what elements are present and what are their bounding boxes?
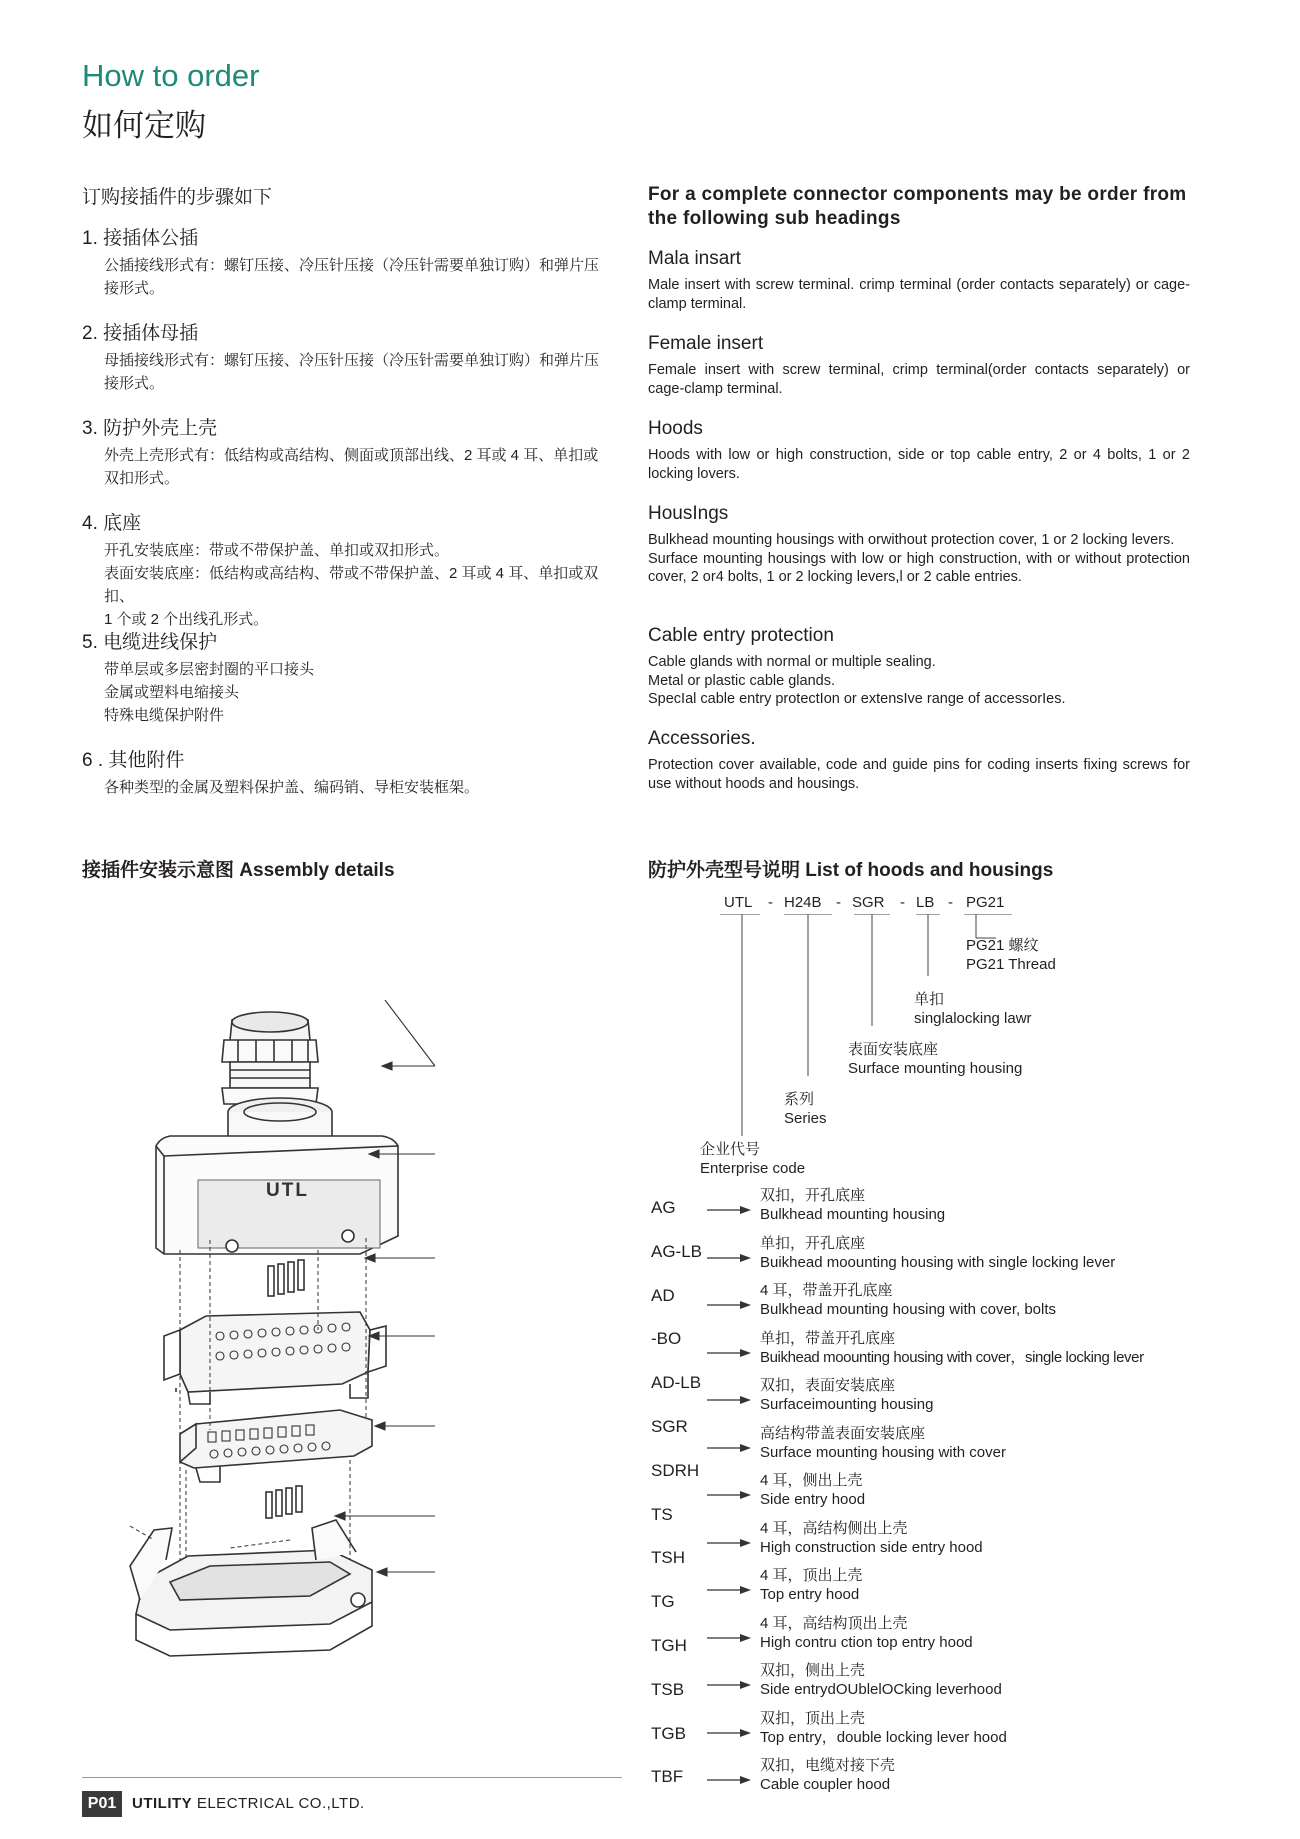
type-code: TGB bbox=[651, 1723, 686, 1743]
type-desc-cn: 4 耳，高结构顶出上壳 bbox=[760, 1614, 908, 1632]
section-male-insert bbox=[648, 248, 1190, 313]
type-desc-cn: 4 耳，高结构侧出上壳 bbox=[760, 1519, 908, 1537]
type-description bbox=[760, 1566, 863, 1604]
step-line: 开孔安装底座：带或不带保护盖、单扣或双扣形式。 bbox=[104, 542, 450, 559]
step-4 bbox=[82, 508, 627, 631]
label-en: Enterprise code bbox=[700, 1160, 806, 1177]
section-title: Accessories. bbox=[648, 728, 756, 749]
type-description bbox=[760, 1281, 1056, 1319]
step-title: 3. 防护外壳上壳 bbox=[82, 418, 218, 439]
type-desc-en: Bulkhead mounting housing with cover, bolts bbox=[760, 1301, 1057, 1318]
type-code: SDRH bbox=[651, 1460, 700, 1480]
type-desc-en: Bulkhead mounting housing bbox=[760, 1206, 946, 1223]
contacts bbox=[268, 1260, 304, 1296]
arrow-right-icon bbox=[707, 1728, 751, 1738]
type-desc-en: Surfaceimounting housing bbox=[760, 1396, 934, 1413]
arrow-right-icon bbox=[707, 1300, 751, 1310]
arrow-right-icon bbox=[707, 1395, 751, 1405]
arrow-right-icon bbox=[707, 1205, 751, 1215]
code-part-sgr: SGR bbox=[852, 894, 885, 911]
male-insert bbox=[164, 1312, 386, 1404]
code-sep: - bbox=[948, 894, 953, 911]
step-line: 金属或塑料电缩接头 bbox=[104, 684, 240, 701]
arrow-right-icon bbox=[707, 1348, 751, 1358]
section-title: Female insert bbox=[648, 333, 764, 354]
step-1 bbox=[82, 223, 627, 300]
hood bbox=[156, 1098, 398, 1254]
code-part-lb: LB bbox=[916, 894, 935, 911]
step-line: 各种类型的金属及塑料保护盖、编码销、导柜安装框架。 bbox=[104, 779, 480, 796]
section-desc: Protection cover available, code and guide pins for coding inserts fixing screws for use without hoods and housings. bbox=[648, 757, 1190, 792]
company-name-bold: UTILITY bbox=[132, 1795, 193, 1812]
label-cn: 单扣 bbox=[914, 991, 945, 1008]
type-desc-cn: 双扣，电缆对接下壳 bbox=[760, 1757, 896, 1774]
type-description bbox=[760, 1186, 945, 1224]
type-desc-en: Side entrydOUblelOCking leverhood bbox=[760, 1681, 1002, 1698]
hoods-heading: 防护外壳型号说明 List of hoods and housings bbox=[648, 860, 1054, 881]
section-line: Cable glands with normal or multiple sealing. bbox=[648, 654, 936, 670]
label-pg21 bbox=[966, 936, 1056, 974]
label-cn: 企业代号 bbox=[700, 1141, 761, 1158]
female-insert bbox=[180, 1410, 372, 1482]
type-desc-cn: 4 耳，带盖开孔底座 bbox=[760, 1282, 893, 1299]
step-title: 5. 电缆进线保护 bbox=[82, 632, 218, 653]
label-en: PG21 Thread bbox=[966, 956, 1056, 973]
assembly-heading: 接插件安装示意图 Assembly details bbox=[82, 860, 395, 881]
step-line: 双扣形式。 bbox=[104, 470, 180, 487]
code-part-h24b: H24B bbox=[784, 894, 822, 911]
step-5 bbox=[82, 627, 627, 727]
steps-intro: 订购接插件的步骤如下 bbox=[82, 187, 273, 208]
type-code: AD-LB bbox=[651, 1373, 702, 1393]
type-description bbox=[760, 1709, 1007, 1747]
label-cn: 系列 bbox=[784, 1091, 815, 1108]
step-6 bbox=[82, 745, 627, 799]
section-cable-entry bbox=[648, 625, 1190, 709]
type-desc-en: High construction side entry hood bbox=[760, 1538, 983, 1556]
arrow-right-icon bbox=[707, 1253, 751, 1263]
section-housings bbox=[648, 503, 1190, 587]
type-desc-en: Surface mounting housing with cover bbox=[760, 1443, 1006, 1461]
arrow-right-icon bbox=[707, 1538, 751, 1548]
company-name-rest: ELECTRICAL CO.,LTD. bbox=[192, 1795, 365, 1812]
arrow-right-icon bbox=[707, 1443, 751, 1453]
step-title: 1. 接插体公插 bbox=[82, 228, 199, 249]
type-code: TG bbox=[651, 1592, 675, 1612]
step-line: 外壳上壳形式有：低结构或高结构、侧面或顶部出线、2 耳或 4 耳、单扣或 bbox=[104, 447, 599, 464]
step-desc bbox=[104, 776, 627, 799]
step-line: 接形式。 bbox=[104, 280, 165, 297]
type-description bbox=[760, 1661, 1002, 1699]
type-desc-en: Side entry hood bbox=[760, 1491, 866, 1508]
type-code: AD bbox=[651, 1285, 675, 1305]
section-line: Metal or plastic cable glands. bbox=[648, 672, 835, 689]
type-code: TS bbox=[651, 1504, 673, 1524]
assembly-illustration bbox=[110, 1000, 450, 1660]
step-line: 带单层或多层密封圈的平口接头 bbox=[104, 661, 315, 678]
step-line: 特殊电缆保护附件 bbox=[104, 707, 225, 724]
type-code: -BO bbox=[651, 1329, 682, 1349]
label-cn: PG21 螺纹 bbox=[966, 937, 1039, 954]
type-description bbox=[760, 1614, 973, 1652]
type-desc-cn: 4 耳，侧出上壳 bbox=[760, 1472, 863, 1489]
arrow-right-icon bbox=[707, 1585, 751, 1595]
type-description bbox=[760, 1329, 1144, 1367]
type-description bbox=[760, 1424, 1006, 1462]
label-en: Surface mounting housing bbox=[848, 1060, 1023, 1077]
section-title: Hoods bbox=[648, 418, 703, 439]
label-utl bbox=[700, 1140, 805, 1178]
type-description bbox=[760, 1471, 865, 1509]
type-desc-cn: 单扣，带盖开孔底座 bbox=[760, 1329, 896, 1347]
type-desc-cn: 单扣，开孔底座 bbox=[760, 1234, 866, 1252]
english-heading: For a complete connector components may be order from the following sub headings bbox=[648, 184, 1187, 229]
arrow-right-icon bbox=[707, 1775, 751, 1785]
step-title: 4. 底座 bbox=[82, 513, 142, 534]
section-line: Bulkhead mounting housings with orwithout protection cover, 1 or 2 locking levers. bbox=[648, 532, 1175, 548]
step-desc bbox=[104, 254, 627, 300]
section-desc: Male insert with screw terminal. crimp terminal (order contacts separately) or cage- clamp terminal. bbox=[648, 277, 1190, 312]
page-title-en: How to order bbox=[82, 58, 260, 93]
type-desc-cn: 双扣，顶出上壳 bbox=[760, 1709, 866, 1727]
code-sep: - bbox=[900, 894, 905, 911]
type-description bbox=[760, 1519, 983, 1557]
step-title: 6 . 其他附件 bbox=[82, 750, 185, 771]
code-part-utl: UTL bbox=[724, 894, 753, 911]
page-title-cn: 如何定购 bbox=[82, 108, 206, 144]
label-en: singlalocking lawr bbox=[914, 1010, 1032, 1027]
code-sep: - bbox=[836, 894, 841, 911]
type-desc-en: High contru ction top entry hood bbox=[760, 1633, 973, 1651]
step-line: 表面安装底座：低结构或高结构、带或不带保护盖、2 耳或 4 耳、单扣或双扣、 bbox=[104, 565, 599, 605]
type-desc-cn: 高结构带盖表面安装底座 bbox=[760, 1424, 926, 1442]
label-lb bbox=[914, 990, 1032, 1028]
cable-gland bbox=[222, 1012, 318, 1104]
step-line: 公插接线形式有：螺钉压接、冷压针压接（冷压针需要单独订购）和弹片压 bbox=[104, 257, 600, 274]
section-desc bbox=[648, 653, 1190, 709]
type-code: AG-LB bbox=[651, 1241, 703, 1261]
section-female-insert bbox=[648, 333, 1190, 398]
page-number-badge: P01 bbox=[82, 1791, 122, 1817]
section-hoods bbox=[648, 418, 1190, 483]
arrow-right-icon bbox=[707, 1633, 751, 1643]
type-desc-en: Cable coupler hood bbox=[760, 1776, 891, 1793]
type-description bbox=[760, 1756, 895, 1794]
type-code: TGH bbox=[651, 1636, 687, 1655]
arrow-right-icon bbox=[707, 1680, 751, 1690]
step-line: 1 个或 2 个出线孔形式。 bbox=[104, 611, 269, 628]
label-sgr bbox=[848, 1040, 1022, 1078]
type-desc-en: Top entry hood bbox=[760, 1586, 860, 1603]
type-desc-cn: 双扣，侧出上壳 bbox=[760, 1662, 866, 1679]
step-line: 接形式。 bbox=[104, 375, 165, 392]
type-desc-en: Buikhead moounting housing with single locking lever bbox=[760, 1253, 1116, 1271]
step-title: 2. 接插体母插 bbox=[82, 323, 199, 344]
type-description bbox=[760, 1376, 933, 1414]
type-code: AG bbox=[651, 1198, 676, 1217]
type-desc-cn: 双扣，表面安装底座 bbox=[760, 1377, 896, 1394]
section-title: Mala insart bbox=[648, 248, 741, 269]
type-desc-en: Buikhead moounting housing with cover，single locking lever bbox=[760, 1348, 1144, 1366]
section-desc bbox=[648, 531, 1190, 587]
type-code: SGR bbox=[651, 1417, 688, 1436]
code-sep: - bbox=[768, 894, 773, 911]
step-3 bbox=[82, 413, 627, 490]
type-desc-en: Top entry，double locking lever hood bbox=[760, 1728, 1007, 1746]
label-en: Series bbox=[784, 1110, 827, 1127]
section-line: Surface mounting housings with low or high construction, with or without protection cover, 2 or4 bolts, 1 or 2 locking levers,l or 2 cable entries. bbox=[648, 550, 1190, 585]
section-title: Cable entry protection bbox=[648, 625, 834, 646]
type-description bbox=[760, 1234, 1115, 1272]
step-line: 母插接线形式有：螺钉压接、冷压针压接（冷压针需要单独订购）和弹片压 bbox=[104, 352, 600, 369]
section-desc: Female insert with screw terminal, crimp terminal(order contacts separately) or cage-clamp terminal. bbox=[648, 362, 1190, 397]
section-title: HousIngs bbox=[648, 503, 729, 524]
code-part-pg21: PG21 bbox=[966, 894, 1005, 911]
label-h24b bbox=[784, 1090, 827, 1128]
type-code: TSH bbox=[651, 1548, 685, 1568]
type-code: TSB bbox=[651, 1679, 685, 1699]
step-desc bbox=[104, 658, 627, 727]
step-desc bbox=[104, 539, 627, 631]
step-desc bbox=[104, 444, 627, 490]
hood-logo: UTL bbox=[266, 1180, 309, 1201]
female-contacts bbox=[266, 1486, 302, 1518]
footer-divider bbox=[82, 1777, 622, 1778]
section-accessories bbox=[648, 728, 1190, 793]
type-code: TBF bbox=[651, 1767, 684, 1787]
step-2 bbox=[82, 318, 627, 395]
arrow-right-icon bbox=[707, 1490, 751, 1500]
section-line: SpecIal cable entry protectIon or extensIve range of accessorIes. bbox=[648, 691, 1066, 707]
type-desc-cn: 双扣，开孔底座 bbox=[760, 1187, 866, 1204]
section-desc: Hoods with low or high construction, side or top cable entry, 2 or 4 bolts, 1 or 2 locking lovers. bbox=[648, 447, 1190, 482]
step-desc bbox=[104, 349, 627, 395]
housing-base bbox=[130, 1520, 372, 1656]
label-cn: 表面安装底座 bbox=[848, 1041, 939, 1058]
type-desc-cn: 4 耳，顶出上壳 bbox=[760, 1567, 863, 1584]
company-name bbox=[132, 1795, 365, 1812]
